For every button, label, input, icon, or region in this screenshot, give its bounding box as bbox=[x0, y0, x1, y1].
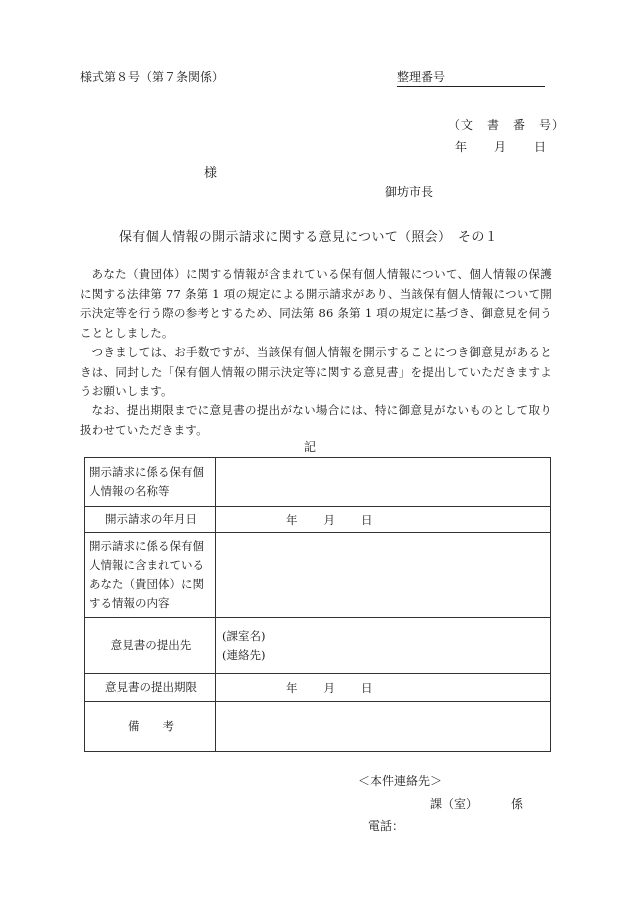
reference-number-field bbox=[397, 68, 545, 87]
request-info-name-label: 開示請求に係る保有個人情報の名称等 bbox=[85, 458, 216, 507]
ki-heading: 記 bbox=[304, 440, 317, 454]
body-paragraph-1: あなた（貴団体）に関する情報が含まれている保有個人情報について、個人情報の保護に関する法律第 77 条第 1 項の規定による開示請求があり、当該保有個人情報について開示決定等を行う際の参考とするため、同法第 86 条第 1 項の規定に基づき、御意見を伺うこととしました。 bbox=[80, 267, 552, 340]
contact-phone: 電話： bbox=[368, 819, 405, 833]
submission-deadline-label: 意見書の提出期限 bbox=[85, 674, 216, 702]
reference-number-label: 整理番号 bbox=[397, 70, 446, 84]
contact-section: 課（室） bbox=[430, 797, 479, 811]
form-number: 様式第８号（第７条関係） bbox=[80, 70, 225, 84]
details-table bbox=[84, 457, 551, 752]
table-row bbox=[85, 533, 551, 618]
department-name-label: (課室名) bbox=[222, 628, 266, 643]
addressee: 様 bbox=[204, 166, 218, 181]
related-info-label: 開示請求に係る保有個人情報に含まれているあなた（貴団体）に関する情報の内容 bbox=[85, 533, 216, 618]
request-day: 日 bbox=[361, 512, 373, 527]
contact-label: (連絡先) bbox=[222, 647, 266, 662]
request-year: 年 bbox=[286, 512, 298, 527]
issue-year: 年 bbox=[455, 140, 468, 154]
deadline-day: 日 bbox=[361, 680, 373, 695]
issue-month: 月 bbox=[494, 140, 507, 154]
submission-destination-label: 意見書の提出先 bbox=[85, 618, 216, 674]
table-row bbox=[85, 674, 551, 702]
request-info-name-value bbox=[216, 458, 551, 507]
request-date-value bbox=[216, 507, 551, 533]
table-row bbox=[85, 618, 551, 674]
remarks-label: 備 考 bbox=[85, 702, 216, 752]
issue-day: 日 bbox=[534, 140, 547, 154]
table-row bbox=[85, 458, 551, 507]
deadline-month: 月 bbox=[323, 680, 335, 695]
remarks-value bbox=[216, 702, 551, 752]
submission-deadline-value bbox=[216, 674, 551, 702]
request-month: 月 bbox=[323, 512, 335, 527]
contact-staff: 係 bbox=[511, 797, 524, 811]
contact-heading: ＜本件連絡先＞ bbox=[358, 774, 443, 788]
body-paragraph-3: なお、提出期限までに意見書の提出がない場合には、特に御意見がないものとして取り扱わせていただきます。 bbox=[80, 403, 552, 437]
document-title: 保有個人情報の開示請求に関する意見について（照会） その１ bbox=[119, 230, 498, 245]
body-paragraph-2: つきましては、お手数ですが、当該保有個人情報を開示することにつき御意見があるときは、同封した「保有個人情報の開示決定等に関する意見書」を提出していただきますようお願いします。 bbox=[80, 345, 552, 398]
table-row bbox=[85, 507, 551, 533]
document-number: （文 書 番 号） bbox=[448, 118, 566, 132]
request-date-label: 開示請求の年月日 bbox=[85, 507, 216, 533]
sender-name: 御坊市長 bbox=[385, 185, 434, 199]
table-row bbox=[85, 702, 551, 752]
submission-destination-value bbox=[216, 618, 551, 674]
related-info-value bbox=[216, 533, 551, 618]
deadline-year: 年 bbox=[286, 680, 298, 695]
